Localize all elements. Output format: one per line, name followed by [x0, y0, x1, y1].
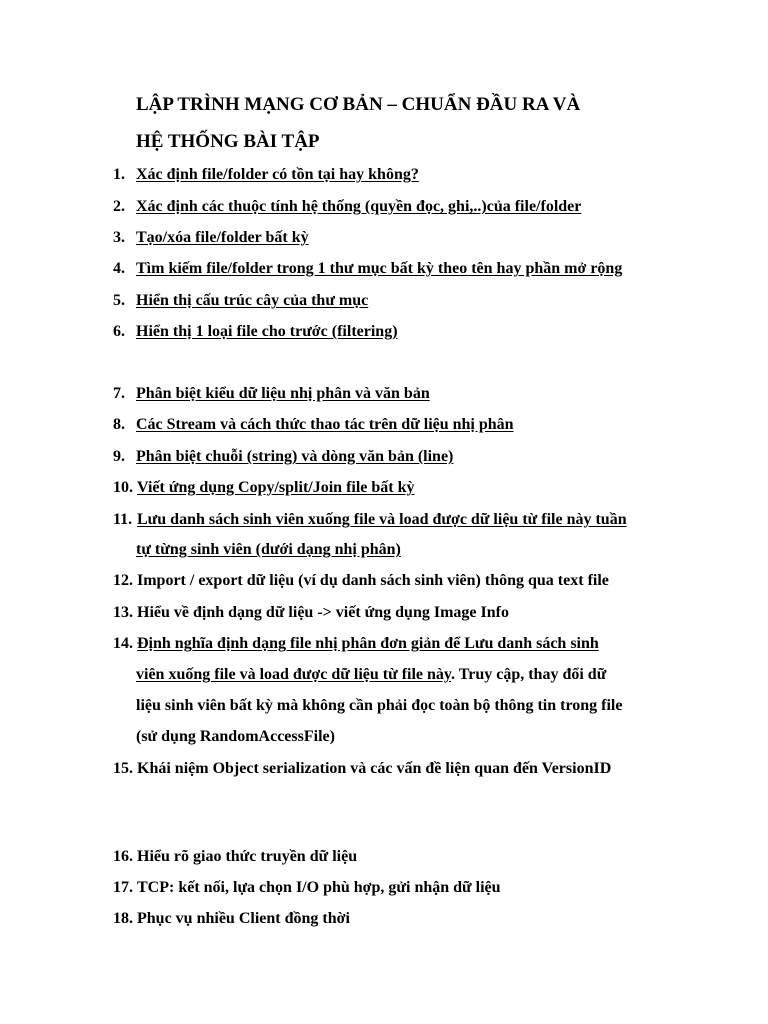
- list-item: [113, 415, 514, 435]
- item-text: Phân biệt kiểu dữ liệu nhị phân và văn bản: [136, 385, 430, 402]
- item-text-continuation: viên xuống file và load được dữ liệu từ file này: [136, 666, 452, 683]
- item-number: 3.: [113, 229, 125, 246]
- list-item-continuation: [136, 540, 401, 560]
- item-text: Tìm kiếm file/folder trong 1 thư mục bất kỳ theo tên hay phần mở rộng: [136, 260, 623, 277]
- list-item: [113, 322, 398, 342]
- item-text: Hiển thị cấu trúc cây của thư mục: [136, 292, 369, 309]
- item-number: 5.: [113, 292, 125, 309]
- list-item: [113, 634, 599, 654]
- item-number: 1.: [113, 166, 125, 183]
- item-text: Hiểu rõ giao thức truyền dữ liệu: [137, 848, 358, 865]
- item-number: 2.: [113, 198, 125, 215]
- item-text-continuation: tự từng sinh viên (dưới dạng nhị phân): [136, 541, 401, 558]
- item-text: Phân biệt chuỗi (string) và dòng văn bản (line): [136, 448, 454, 465]
- item-text: TCP: kết nối, lựa chọn I/O phù hợp, gửi nhận dữ liệu: [137, 879, 501, 896]
- list-item: [113, 197, 581, 217]
- item-text: Hiểu về định dạng dữ liệu -> viết ứng dụng Image Info: [137, 604, 509, 621]
- item-text: Hiển thị 1 loại file cho trước (filtering): [136, 323, 398, 340]
- item-text-continuation: liệu sinh viên bất kỳ mà không cần phải đọc toàn bộ thông tin trong file: [136, 697, 623, 714]
- item-number: 18.: [113, 910, 133, 927]
- list-item: [113, 909, 350, 929]
- title-line-1: LẬP TRÌNH MẠNG CƠ BẢN – CHUẨN ĐẦU RA VÀ: [136, 94, 581, 115]
- item-text: Định nghĩa định dạng file nhị phân đơn giản để Lưu danh sách sinh: [137, 635, 599, 652]
- item-text: Viết ứng dụng Copy/split/Join file bất kỳ: [137, 479, 415, 496]
- list-item: [113, 478, 415, 498]
- item-number: 12.: [113, 572, 133, 589]
- item-number: 13.: [113, 604, 133, 621]
- list-item-continuation: [136, 665, 606, 685]
- list-item: [113, 447, 453, 467]
- list-item: [113, 847, 357, 867]
- list-item: [113, 571, 609, 591]
- item-text-continuation-rest: . Truy cập, thay đổi dữ: [451, 666, 607, 683]
- item-number: 11.: [113, 511, 133, 528]
- item-number: 8.: [113, 416, 125, 433]
- list-item-continuation: [136, 727, 335, 747]
- item-number: 10.: [113, 479, 133, 496]
- item-number: 9.: [113, 448, 125, 465]
- item-number: 17.: [113, 879, 133, 896]
- item-text: Xác định file/folder có tồn tại hay không?: [136, 166, 419, 183]
- list-item-continuation: [136, 696, 622, 716]
- list-item: [113, 603, 509, 623]
- item-number: 4.: [113, 260, 125, 277]
- list-item: [113, 878, 501, 898]
- item-number: 6.: [113, 323, 125, 340]
- list-item: [113, 165, 419, 185]
- item-text: Xác định các thuộc tính hệ thống (quyền đọc, ghi,..)của file/folder: [136, 198, 582, 215]
- title-line-2: HỆ THỐNG BÀI TẬP: [136, 131, 320, 152]
- item-text: Các Stream và cách thức thao tác trên dữ liệu nhị phân: [136, 416, 514, 433]
- item-number: 14.: [113, 635, 133, 652]
- list-item: [113, 291, 368, 311]
- item-text: Phục vụ nhiều Client đồng thời: [137, 910, 350, 927]
- list-item: [113, 228, 309, 248]
- item-text-continuation: (sử dụng RandomAccessFile): [136, 728, 335, 745]
- list-item: [113, 259, 622, 279]
- list-item: [113, 384, 430, 404]
- item-text: Import / export dữ liệu (ví dụ danh sách sinh viên) thông qua text file: [137, 572, 609, 589]
- list-item: [113, 510, 627, 530]
- item-number: 7.: [113, 385, 125, 402]
- item-text: Lưu danh sách sinh viên xuống file và load được dữ liệu từ file này tuần: [137, 511, 627, 528]
- item-text: Khái niệm Object serialization và các vấn đề liện quan đến VersionID: [137, 760, 612, 777]
- item-number: 15.: [113, 760, 133, 777]
- item-number: 16.: [113, 848, 133, 865]
- list-item: [113, 759, 611, 779]
- item-text: Tạo/xóa file/folder bất kỳ: [136, 229, 309, 246]
